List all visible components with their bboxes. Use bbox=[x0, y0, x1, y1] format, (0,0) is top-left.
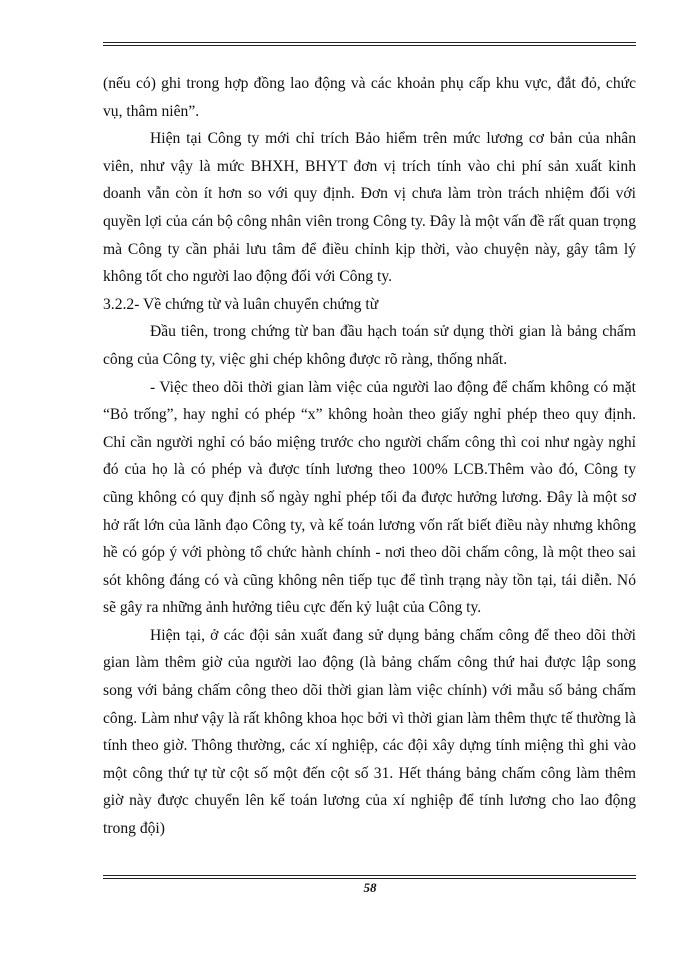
footer-rule bbox=[103, 875, 636, 879]
paragraph-overtime: Hiện tại, ở các đội sản xuất đang sử dụng bảng chấm công để theo dõi thời gian làm thêm giờ của người lao động (là bảng chấm công thứ hai được lập song song với bảng chấm công theo dõi thời gian làm việc chính) với mẫu số bảng chấm công. Làm như vậy là rất không khoa học bởi vì thời gian làm thêm thực tế thường là tính theo giờ. Thông thường, các xí nghiệp, các đội xây dựng tính miệng thì ghi vào một công thứ tự từ cột số một đến cột số 31. Hết tháng bảng chấm công làm thêm giờ này được chuyển lên kế toán lương của xí nghiệp để tính lương cho lao động trong đội) bbox=[103, 626, 636, 838]
document-body bbox=[103, 70, 636, 843]
page-number: 58 bbox=[363, 880, 377, 895]
paragraph-source-documents: Đầu tiên, trong chứng từ ban đầu hạch toán sử dụng thời gian là bảng chấm công của Công ty, việc ghi chép không được rõ ràng, thống nhất. bbox=[103, 323, 636, 368]
paragraph-insurance: Hiện tại Công ty mới chỉ trích Bảo hiểm trên mức lương cơ bản của nhân viên, như vậy là mức BHXH, BHYT đơn vị trích tính vào chi phí sản xuất kinh doanh vẫn còn ít hơn so với quy định. Đơn vị chưa làm tròn trách nhiệm đối với quyền lợi của cán bộ công nhân viên trong Công ty. Đây là một vấn đề rất quan trọng mà Công ty cần phải lưu tâm để điều chỉnh kịp thời, vào chuyện này, gây tâm lý không tốt cho người lao động đối với Công ty. bbox=[103, 130, 636, 286]
header-rule bbox=[103, 42, 636, 46]
section-heading: 3.2.2- Về chứng từ và luân chuyển chứng từ bbox=[103, 295, 379, 313]
paragraph-attendance-tracking: - Việc theo dõi thời gian làm việc của người lao động để chấm không có mặt “Bỏ trống”, hay nghỉ có phép “x” không hoàn theo giấy nghỉ phép theo quy định. Chỉ cần người nghỉ có báo miệng trước cho người chấm công thì coi như ngày nghỉ đó của họ là có phép và được tính lương theo 100% LCB.Thêm vào đó, Công ty cũng không có quy định số ngày nghỉ phép tối đa được hưởng lương. Đây là một sơ hở rất lớn của lãnh đạo Công ty, và kế toán lương vốn rất biết điều này nhưng không hề có góp ý với phòng tổ chức hành chính - nơi theo dõi chấm công, là một theo sai sót không đáng có và cũng không nên tiếp tục để tình trạng này tồn tại, tái diễn. Nó sẽ gây ra những ảnh hưởng tiêu cực đến kỷ luật của Công ty. bbox=[103, 378, 636, 617]
paragraph-continuation: (nếu có) ghi trong hợp đồng lao động và các khoản phụ cấp khu vực, đắt đỏ, chức vụ, thâm niên”. bbox=[103, 75, 636, 120]
